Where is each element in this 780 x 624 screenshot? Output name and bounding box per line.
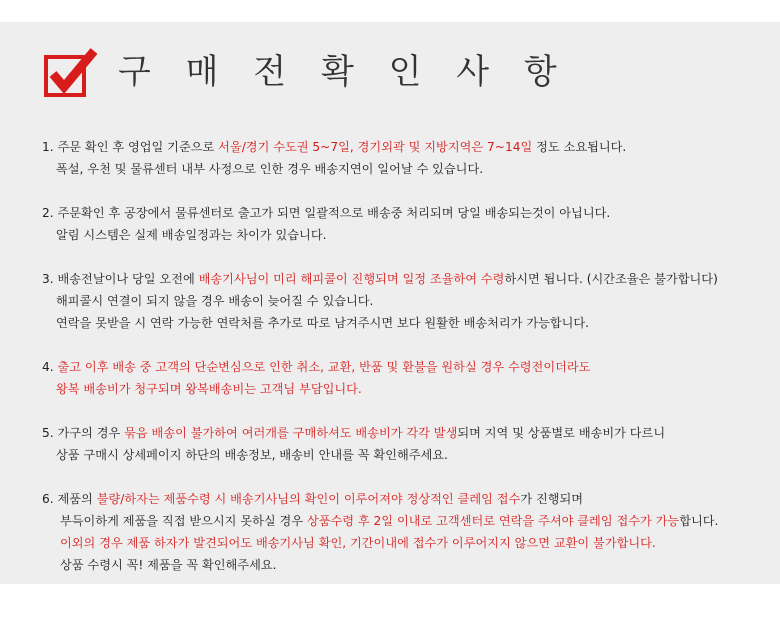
checkmark-box-icon [44,47,94,97]
notice-line [42,268,762,290]
notice-item [42,136,762,180]
notice-line [42,202,762,224]
notice-line [42,312,762,334]
notice-text: 하시면 됩니다. (시간조율은 불가합니다) [504,272,718,286]
highlight-text: 상품수령 후 2일 이내로 고객센터로 연락을 주셔야 클레임 접수가 가능 [306,514,680,528]
notice-line [42,356,762,378]
notice-text: 정도 소요됩니다. [532,140,627,154]
notice-item [42,356,762,400]
notice-text: 합니다. [679,514,719,528]
highlight-text: 출고 이후 배송 중 고객의 단순변심으로 인한 취소, 교환, 반품 및 환불을 원하실 경우 수령전이더라도 [57,360,591,374]
notice-line [42,444,762,466]
notice-item [42,202,762,246]
item-spacer [42,466,762,488]
notice-line [42,422,762,444]
item-spacer [42,246,762,268]
notice-list [42,136,762,576]
item-spacer [42,334,762,356]
notice-text: 부득이하게 제품을 직접 받으시지 못하실 경우 [60,514,307,528]
notice-item [42,488,762,576]
notice-line [42,158,762,180]
notice-text: 상품 수령시 꼭! 제품을 꼭 확인해주세요. [60,558,277,572]
notice-text: 알림 시스템은 실제 배송일정과는 차이가 있습니다. [56,228,327,242]
notice-text: 1. 주문 확인 후 영업일 기준으로 [42,140,219,154]
notice-item [42,268,762,334]
notice-text: 3. 배송전날이나 당일 오전에 [42,272,199,286]
notice-text: 상품 구매시 상세페이지 하단의 배송정보, 배송비 안내를 꼭 확인해주세요. [56,448,448,462]
item-spacer [42,400,762,422]
highlight-text: 서울/경기 수도권 5~7일, 경기외곽 및 지방지역은 7~14일 [218,140,533,154]
notice-text: 연락을 못받을 시 연락 가능한 연락처를 추가로 따로 남겨주시면 보다 원활한 배송처리가 가능합니다. [56,316,590,330]
notice-text: 5. 가구의 경우 [42,426,125,440]
notice-text: 가 진행되며 [520,492,584,506]
highlight-text: 왕복 배송비가 청구되며 왕복배송비는 고객님 부담입니다. [56,382,362,396]
notice-text: 2. 주문확인 후 공장에서 물류센터로 출고가 되면 일괄적으로 배송중 처리되며 당일 배송되는것이 아닙니다. [42,206,611,220]
notice-text: 4. [42,360,58,374]
notice-line [42,378,762,400]
notice-line [42,136,762,158]
notice-text: 되며 지역 및 상품별로 배송비가 다르니 [457,426,666,440]
highlight-text: 불량/하자는 제품수령 시 배송기사님의 확인이 이루어져야 정상적인 클레임 접수 [96,492,521,506]
notice-line [42,532,762,554]
notice-text: 해피콜시 연결이 되지 않을 경우 배송이 늦어질 수 있습니다. [56,294,374,308]
notice-line [42,488,762,510]
page-title: 구 매 전 확 인 사 항 [118,52,569,92]
notice-item [42,422,762,466]
highlight-text: 묶음 배송이 불가하여 여러개를 구매하셔도 배송비가 각각 발생 [124,426,458,440]
notice-text: 폭설, 우천 및 물류센터 내부 사정으로 인한 경우 배송지연이 일어날 수 있습니다. [56,162,484,176]
highlight-text: 이외의 경우 제품 하자가 발견되어도 배송기사님 확인, 기간이내에 접수가 이루어지지 않으면 교환이 불가합니다. [60,536,656,550]
notice-line [42,554,762,576]
notice-text: 6. 제품의 [42,492,97,506]
notice-line [42,290,762,312]
highlight-text: 배송기사님이 미리 해피콜이 진행되며 일정 조율하여 수령 [198,272,505,286]
item-spacer [42,180,762,202]
notice-line [42,510,762,532]
notice-header [44,42,569,102]
notice-panel [0,22,780,584]
notice-line [42,224,762,246]
